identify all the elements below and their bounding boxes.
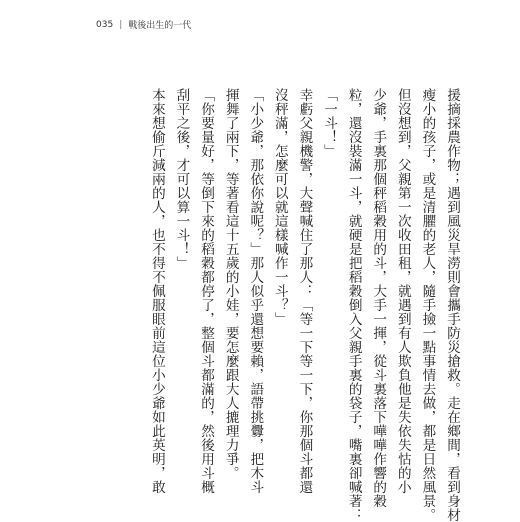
- header-separator: |: [119, 19, 123, 30]
- text-line: 但沒想到，父親第一次收田租，就遇到有人欺負他是失依失怙的小: [394, 88, 411, 494]
- text-line: 瘦小的孩子，或是清臞的老人，隨手撿一點事情去做，都是日然風景。: [419, 88, 436, 522]
- running-header: [96, 18, 191, 31]
- text-line: 本來想偷斤減兩的人，也不得不佩服眼前這位小少爺如此英明，敢: [148, 88, 165, 494]
- text-line: 「你要量好，等倒下來的稻穀都停了，整個斗都滿的，然後用斗概: [198, 88, 215, 494]
- vertical-body-text: [144, 88, 464, 522]
- text-line: 沒秤滿，怎麼可以就這樣喊作一斗？」: [271, 88, 288, 326]
- text-line: 幸虧父親機警，大聲喊住了那人：「等一下等一下，你那個斗都還: [296, 88, 313, 494]
- text-line: 援摘採農作物；遇到風災旱澇則會攜手防災搶救。走在鄉間，看到身材: [444, 88, 460, 522]
- text-line: 粒，還沒裝滿一斗，就硬是把稻穀倒入父親手裏的袋子，嘴裏卻喊著：: [345, 88, 362, 522]
- text-line: 「小少爺，那依你說呢？」那人似乎還想要賴，語帶挑釁，把木斗: [247, 88, 264, 494]
- text-line: 揮舞了兩下，等著看這十五歲的小娃，要怎麼跟大人摝理力爭。: [222, 88, 239, 480]
- page-number: 035: [96, 19, 114, 30]
- chapter-title: 戰後出生的一代: [128, 21, 192, 31]
- text-line: 「一斗！」: [321, 88, 338, 158]
- text-line: 少爺，手裏那個秤稻穀用的斗，大手一揮，從斗裏落下嘩嘩作響的穀: [370, 88, 387, 508]
- text-line: 刮平之後，才可以算一斗！」: [173, 88, 190, 270]
